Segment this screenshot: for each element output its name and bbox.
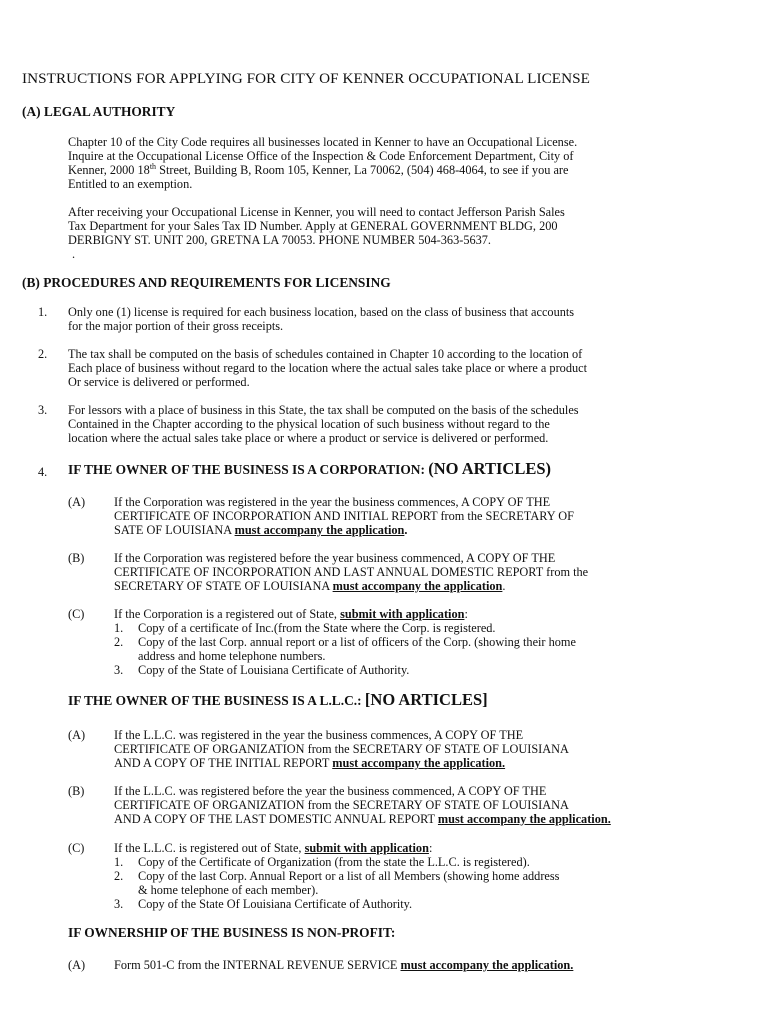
legal-authority-paragraph-1: [68, 135, 577, 191]
list-text: Copy of a certificate of Inc.(from the State where the Corp. is registered.: [138, 621, 496, 635]
requirement-item-3: [68, 403, 579, 445]
text-span: AND A COPY OF THE INITIAL REPORT: [114, 756, 333, 770]
emphasis-underline: submit with application: [304, 841, 429, 855]
list-number: 3.: [114, 897, 124, 911]
text-line: [114, 958, 573, 972]
llc-item-b: [114, 784, 611, 826]
list-text: Copy of the Certificate of Organization (from the state the L.L.C. is registered).: [138, 855, 530, 869]
nonprofit-item-a: [114, 958, 573, 972]
text-line: CERTIFICATE OF INCORPORATION AND LAST ANNUAL DOMESTIC REPORT from the: [114, 565, 589, 579]
document-title: INSTRUCTIONS FOR APPLYING FOR CITY OF KENNER OCCUPATIONAL LICENSE: [22, 70, 590, 87]
sub-label: (A): [68, 728, 86, 742]
text-line: Tax Department for your Sales Tax ID Number. Apply at GENERAL GOVERNMENT BLDG, 200: [68, 219, 558, 233]
text-line: The tax shall be computed on the basis of schedules contained in Chapter 10 according to the location of: [68, 347, 583, 361]
text-line: [114, 523, 574, 537]
text-line: [114, 841, 559, 855]
heading-text: IF THE OWNER OF THE BUSINESS IS A L.L.C.:: [68, 693, 365, 708]
text-span: Form 501-C from the INTERNAL REVENUE SERVICE: [114, 958, 401, 972]
text-line: Entitled to an exemption.: [68, 177, 193, 191]
text-line: [114, 663, 576, 677]
text-line: [114, 855, 559, 869]
text-line: Only one (1) license is required for each business location, based on the class of business that accounts: [68, 305, 575, 319]
text-line: CERTIFICATE OF ORGANIZATION from the SECRETARY OF STATE OF LOUISIANA: [114, 742, 569, 756]
text-line: Inquire at the Occupational License Office of the Inspection & Code Enforcement Department, City of: [68, 149, 574, 163]
text-line: location where the actual sales take place or where a product or service is delivered or performed.: [68, 431, 549, 445]
item-number: 2.: [38, 347, 48, 361]
llc-heading: [68, 690, 488, 710]
list-text: & home telephone of each member).: [138, 883, 319, 897]
text-line: DERBIGNY ST. UNIT 200, GRETNA LA 70053. PHONE NUMBER 504-363-5637.: [68, 233, 491, 247]
text-line: [114, 756, 569, 770]
sub-label: (A): [68, 958, 86, 972]
text-line: If the L.L.C. was registered in the year the business commences, A COPY OF THE: [114, 728, 524, 742]
text-line: for the major portion of their gross receipts.: [68, 319, 284, 333]
text-span: Street, Building B, Room 105, Kenner, La 70062, (504) 468-4064, to see if you are: [156, 163, 569, 177]
text-line: [114, 883, 559, 897]
text-span: SATE OF LOUISIANA: [114, 523, 235, 537]
heading-text: IF THE OWNER OF THE BUSINESS IS A CORPORATION:: [68, 462, 429, 477]
text-line: For lessors with a place of business in this State, the tax shall be computed on the basis of the schedules: [68, 403, 579, 417]
text-line: .: [72, 247, 76, 261]
emphasis-underline: must accompany the application: [332, 579, 503, 593]
sub-label: (C): [68, 841, 85, 855]
sub-label: (C): [68, 607, 85, 621]
list-number: 2.: [114, 635, 124, 649]
section-b-heading: (B) PROCEDURES AND REQUIREMENTS FOR LICENSING: [22, 275, 391, 290]
text-span: :: [428, 841, 433, 855]
item-number: 1.: [38, 305, 48, 319]
list-number: 2.: [114, 869, 124, 883]
legal-authority-paragraph-2: [68, 205, 565, 261]
text-line: If the Corporation was registered before the year business commenced, A COPY OF THE: [114, 551, 556, 565]
text-line: [114, 869, 559, 883]
text-span: :: [464, 607, 468, 621]
superscript: th: [149, 161, 157, 171]
emphasis-underline: must accompany the application: [234, 523, 405, 537]
heading-emphasis: [NO ARTICLES]: [364, 690, 488, 709]
text-line: [114, 635, 576, 649]
emphasis-underline: must accompany the application.: [437, 812, 611, 826]
section-a-heading: (A) LEGAL AUTHORITY: [22, 104, 176, 119]
text-line: Chapter 10 of the City Code requires all businesses located in Kenner to have an Occupational License.: [68, 135, 578, 149]
text-line: [114, 579, 588, 593]
text-line: Contained in the Chapter according to the physical location of such business without regard to the: [68, 417, 550, 431]
text-line: CERTIFICATE OF ORGANIZATION from the SECRETARY OF STATE OF LOUISIANA: [114, 798, 569, 812]
item-number: 4.: [38, 465, 48, 479]
list-text: Copy of the State Of Louisiana Certificate of Authority.: [138, 897, 413, 911]
corporation-item-a: [114, 495, 574, 537]
text-line: Or service is delivered or performed.: [68, 375, 250, 389]
list-text: address and home telephone numbers.: [138, 649, 326, 663]
text-line: If the Corporation was registered in the year the business commences, A COPY OF THE: [114, 495, 551, 509]
text-line: [114, 607, 576, 621]
sub-label: (B): [68, 551, 85, 565]
text-line: CERTIFICATE OF INCORPORATION AND INITIAL REPORT from the SECRETARY OF: [114, 509, 574, 523]
text-line: After receiving your Occupational License in Kenner, you will need to contact Jefferson Parish Sales: [68, 205, 565, 219]
text-span: AND A COPY OF THE LAST DOMESTIC ANNUAL REPORT: [114, 812, 438, 826]
requirement-item-1: [68, 305, 574, 333]
item-number: 3.: [38, 403, 48, 417]
sub-label: (A): [68, 495, 86, 509]
list-number: 1.: [114, 855, 124, 869]
text-line: Each place of business without regard to the location where the actual sales take place or where a product: [68, 361, 587, 375]
text-line: [114, 897, 559, 911]
emphasis-underline: submit with application: [340, 607, 465, 621]
list-number: 3.: [114, 663, 124, 677]
text-span: SECRETARY OF STATE OF LOUISIANA: [114, 579, 333, 593]
text-line: [114, 649, 576, 663]
text-line: [68, 163, 577, 177]
llc-item-c: [114, 841, 559, 911]
requirement-item-2: [68, 347, 587, 389]
nonprofit-heading: IF OWNERSHIP OF THE BUSINESS IS NON-PROFIT:: [68, 925, 396, 940]
list-number: 1.: [114, 621, 124, 635]
text-span: If the L.L.C. is registered out of State,: [114, 841, 305, 855]
corporation-item-b: [114, 551, 588, 593]
text-span: If the Corporation is a registered out of State,: [114, 607, 341, 621]
list-text: Copy of the State of Louisiana Certificate of Authority.: [138, 663, 410, 677]
llc-item-a: [114, 728, 569, 770]
emphasis-underline: must accompany the application.: [400, 958, 574, 972]
text-span: Kenner, 2000 18: [68, 163, 150, 177]
text-span: .: [502, 579, 506, 593]
text-span: .: [404, 523, 408, 537]
text-line: If the L.L.C. was registered before the year the business commenced, A COPY OF THE: [114, 784, 547, 798]
list-text: Copy of the last Corp. Annual Report or a list of all Members (showing home address: [138, 869, 560, 883]
heading-emphasis: (NO ARTICLES): [428, 459, 552, 478]
sub-label: (B): [68, 784, 85, 798]
text-line: [114, 621, 576, 635]
text-line: [114, 812, 611, 826]
list-text: Copy of the last Corp. annual report or a list of officers of the Corp. (showing their home: [138, 635, 576, 649]
emphasis-underline: must accompany the application.: [332, 756, 506, 770]
corporation-item-c: [114, 607, 576, 677]
corporation-heading: [68, 459, 551, 479]
